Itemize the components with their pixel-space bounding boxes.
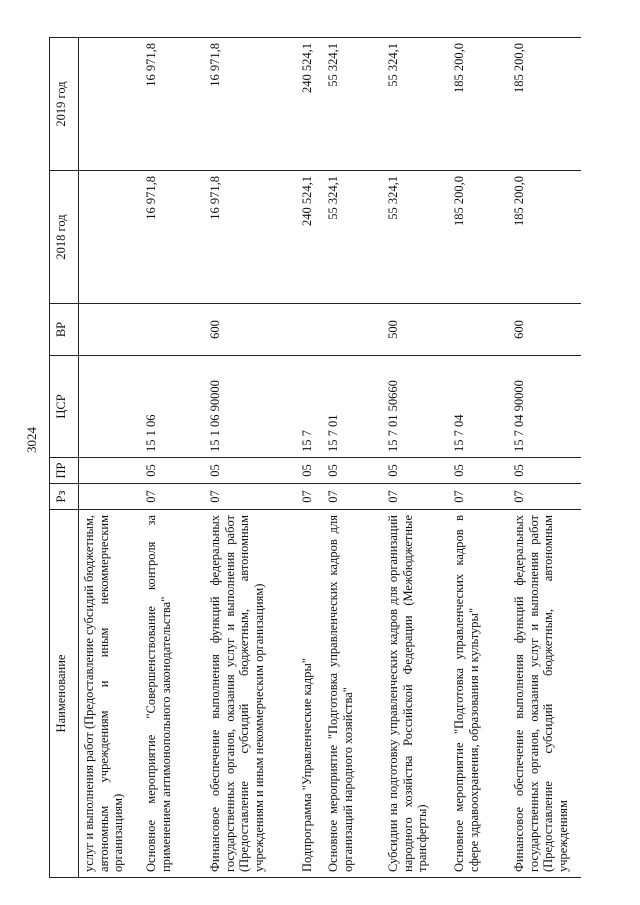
row-vr <box>141 304 205 356</box>
row-pr: 05 <box>509 458 581 484</box>
row-pr: 05 <box>383 458 449 484</box>
rotated-table-wrapper <box>49 38 609 878</box>
column-header-pr: ПР <box>50 458 79 484</box>
table-row <box>205 38 297 878</box>
row-pr: 05 <box>323 458 383 484</box>
row-2019: 185 200,0 <box>509 38 581 171</box>
table-row <box>79 38 142 878</box>
table-row <box>297 38 323 878</box>
row-csr: 15 1 06 <box>141 356 205 458</box>
row-vr <box>297 304 323 356</box>
row-pr: 05 <box>449 458 509 484</box>
row-rz <box>79 484 142 510</box>
row-rz: 07 <box>323 484 383 510</box>
row-vr: 500 <box>383 304 449 356</box>
row-rz: 07 <box>449 484 509 510</box>
row-csr: 15 7 04 <box>449 356 509 458</box>
row-2018 <box>79 171 142 304</box>
row-name: Основное мероприятие "Подготовка управленческих кадров в сфере здравоохранения, образования и культуры" <box>449 510 509 878</box>
row-csr: 15 7 <box>297 356 323 458</box>
row-name: Субсидии на подготовку управленческих кадров для организаций народного хозяйства Российской Федерации (Межбюджетные трансферты) <box>383 510 449 878</box>
row-2019: 16 971,8 <box>141 38 205 171</box>
column-header-2019: 2019 год <box>50 38 79 171</box>
budget-table <box>49 37 581 878</box>
row-rz: 07 <box>141 484 205 510</box>
row-vr <box>323 304 383 356</box>
row-name: Основное мероприятие "Подготовка управленческих кадров для организаций народного хозяйства" <box>323 510 383 878</box>
row-csr: 15 7 04 90000 <box>509 356 581 458</box>
row-pr <box>79 458 142 484</box>
row-name: Подпрограмма "Управленческие кадры" <box>297 510 323 878</box>
column-header-csr: ЦСР <box>50 356 79 458</box>
row-2018: 240 524,1 <box>297 171 323 304</box>
row-name: Финансовое обеспечение выполнения функций федеральных государственных органов, оказания услуг и выполнения работ (Предоставление субсидий бюджетным, автономным учреждениям <box>509 510 581 878</box>
row-rz: 07 <box>383 484 449 510</box>
row-vr <box>449 304 509 356</box>
row-2019: 55 324,1 <box>383 38 449 171</box>
row-2019: 185 200,0 <box>449 38 509 171</box>
column-header-2018: 2018 год <box>50 171 79 304</box>
row-pr: 05 <box>297 458 323 484</box>
row-csr <box>79 356 142 458</box>
row-vr: 600 <box>205 304 297 356</box>
row-name: услуг и выполнения работ (Предоставление субсидий бюджетным, автономным учреждениям и иным некоммерческим организациям) <box>79 510 142 878</box>
column-header-name: Наименование <box>50 510 79 878</box>
row-2018: 185 200,0 <box>449 171 509 304</box>
row-csr: 15 1 06 90000 <box>205 356 297 458</box>
row-2019: 16 971,8 <box>205 38 297 171</box>
row-2019: 55 324,1 <box>323 38 383 171</box>
row-rz: 07 <box>205 484 297 510</box>
row-pr: 05 <box>205 458 297 484</box>
table-row <box>323 38 383 878</box>
row-rz: 07 <box>509 484 581 510</box>
column-header-rz: Рз <box>50 484 79 510</box>
table-row <box>383 38 449 878</box>
row-vr: 600 <box>509 304 581 356</box>
table-row <box>509 38 581 878</box>
row-name: Финансовое обеспечение выполнения функций федеральных государственных органов, оказания услуг и выполнения работ (Предоставление субсидий бюджетным, автономным учреждениям и иным некоммерческим организациям) <box>205 510 297 878</box>
row-csr: 15 7 01 <box>323 356 383 458</box>
row-2018: 16 971,8 <box>205 171 297 304</box>
row-2019: 240 524,1 <box>297 38 323 171</box>
page-number: 3024 <box>24 427 39 453</box>
row-vr <box>79 304 142 356</box>
row-2018: 55 324,1 <box>383 171 449 304</box>
row-pr: 05 <box>141 458 205 484</box>
row-2018: 55 324,1 <box>323 171 383 304</box>
table-row <box>449 38 509 878</box>
row-2018: 185 200,0 <box>509 171 581 304</box>
table-header-row <box>50 38 79 878</box>
row-2018: 16 971,8 <box>141 171 205 304</box>
row-2019 <box>79 38 142 171</box>
column-header-vr: ВР <box>50 304 79 356</box>
row-rz: 07 <box>297 484 323 510</box>
table-row <box>141 38 205 878</box>
row-csr: 15 7 01 50660 <box>383 356 449 458</box>
row-name: Основное мероприятие "Совершенствование контроля за применением антимонопольного законодательства" <box>141 510 205 878</box>
